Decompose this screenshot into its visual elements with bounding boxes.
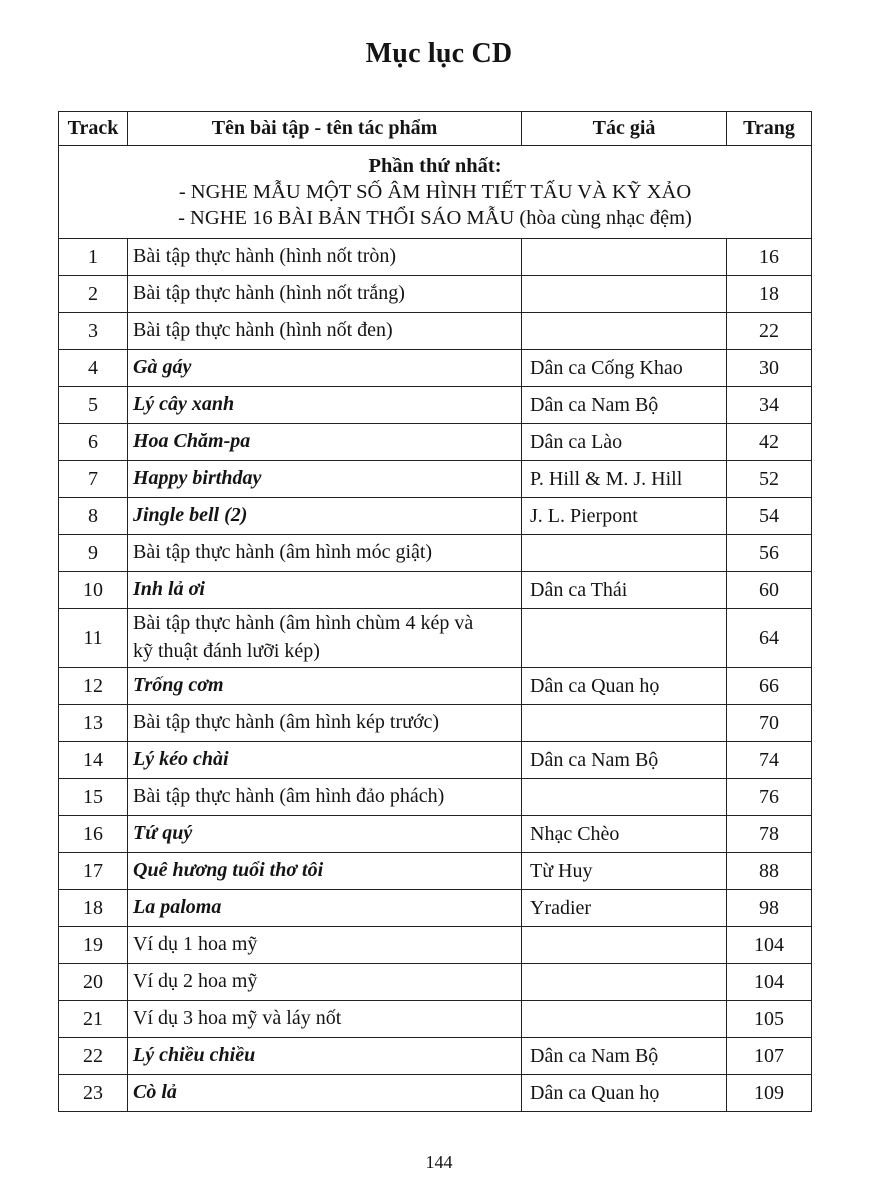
table-row	[59, 1001, 812, 1038]
title-cell	[128, 853, 522, 890]
track-number: 6	[59, 424, 128, 461]
author-cell: Dân ca Cống Khao	[522, 350, 727, 387]
table-row	[59, 535, 812, 572]
page-cell: 109	[727, 1075, 812, 1112]
page-cell: 30	[727, 350, 812, 387]
title-cell	[128, 890, 522, 927]
track-number: 18	[59, 890, 128, 927]
track-number: 17	[59, 853, 128, 890]
track-number: 21	[59, 1001, 128, 1038]
table-row	[59, 424, 812, 461]
table-row	[59, 572, 812, 609]
header-page: Trang	[727, 112, 812, 146]
table-row	[59, 498, 812, 535]
author-cell: Dân ca Thái	[522, 572, 727, 609]
track-number: 4	[59, 350, 128, 387]
page-cell: 76	[727, 779, 812, 816]
track-number: 12	[59, 668, 128, 705]
author-cell: Dân ca Nam Bộ	[522, 742, 727, 779]
track-number: 22	[59, 1038, 128, 1075]
table-row	[59, 964, 812, 1001]
track-title: Cò lả	[133, 1081, 177, 1104]
track-title: Lý cây xanh	[133, 393, 235, 416]
author-cell: Yradier	[522, 890, 727, 927]
track-title: Bài tập thực hành (âm hình kép trước)	[133, 711, 440, 734]
author-cell	[522, 535, 727, 572]
title-cell	[128, 668, 522, 705]
track-title: Bài tập thực hành (hình nốt tròn)	[133, 245, 397, 268]
track-number: 23	[59, 1075, 128, 1112]
track-title-continued: kỹ thuật đánh lưỡi kép)	[133, 640, 320, 662]
title-cell	[128, 742, 522, 779]
header-title: Tên bài tập - tên tác phẩm	[128, 112, 522, 146]
table-row	[59, 276, 812, 313]
page-cell: 78	[727, 816, 812, 853]
track-number: 1	[59, 239, 128, 276]
page-cell: 22	[727, 313, 812, 350]
table-body	[59, 146, 812, 1112]
author-cell	[522, 609, 727, 668]
page-title: Mục lục CD	[365, 38, 513, 69]
track-title: Gà gáy	[133, 356, 192, 379]
table-row	[59, 350, 812, 387]
author-cell: Dân ca Quan họ	[522, 668, 727, 705]
page-cell: 98	[727, 890, 812, 927]
track-number: 16	[59, 816, 128, 853]
author-cell	[522, 276, 727, 313]
header-track: Track	[59, 112, 128, 146]
track-title: Ví dụ 2 hoa mỹ	[133, 970, 258, 993]
table-row	[59, 609, 812, 668]
track-title: Lý chiều chiều	[133, 1044, 256, 1067]
track-title: La paloma	[133, 896, 222, 919]
track-number: 14	[59, 742, 128, 779]
table-row	[59, 313, 812, 350]
table-row	[59, 387, 812, 424]
track-number: 9	[59, 535, 128, 572]
author-cell	[522, 705, 727, 742]
title-cell	[128, 239, 522, 276]
title-cell	[128, 1038, 522, 1075]
section-line-2: - NGHE 16 BÀI BẢN THỔI SÁO MẪU (hòa cùng nhạc đệm)	[178, 207, 692, 230]
title-cell	[128, 387, 522, 424]
author-cell	[522, 964, 727, 1001]
page-cell: 52	[727, 461, 812, 498]
track-number: 11	[59, 609, 128, 668]
page-number: 144	[425, 1152, 453, 1172]
author-cell: Dân ca Nam Bộ	[522, 387, 727, 424]
title-cell	[128, 572, 522, 609]
page-cell: 34	[727, 387, 812, 424]
page-cell: 16	[727, 239, 812, 276]
title-cell	[128, 498, 522, 535]
page-cell: 70	[727, 705, 812, 742]
table-row	[59, 461, 812, 498]
table-row	[59, 927, 812, 964]
page-cell: 64	[727, 609, 812, 668]
track-title: Inh lả ơi	[133, 578, 205, 601]
page-cell: 104	[727, 964, 812, 1001]
track-title: Ví dụ 3 hoa mỹ và láy nốt	[133, 1007, 342, 1030]
author-cell: Từ Huy	[522, 853, 727, 890]
title-cell	[128, 276, 522, 313]
cd-contents-table	[58, 111, 812, 1112]
page-cell: 74	[727, 742, 812, 779]
table-header-row	[59, 112, 812, 146]
table-row	[59, 668, 812, 705]
author-cell	[522, 313, 727, 350]
track-number: 20	[59, 964, 128, 1001]
table-row	[59, 1038, 812, 1075]
table-row	[59, 1075, 812, 1112]
page-cell: 18	[727, 276, 812, 313]
title-cell	[128, 424, 522, 461]
table-row	[59, 705, 812, 742]
section-heading-cell	[59, 146, 812, 239]
table-row	[59, 779, 812, 816]
track-title: Bài tập thực hành (hình nốt trắng)	[133, 282, 405, 305]
author-cell: Dân ca Nam Bộ	[522, 1038, 727, 1075]
table-row	[59, 742, 812, 779]
track-number: 3	[59, 313, 128, 350]
track-number: 7	[59, 461, 128, 498]
track-number: 15	[59, 779, 128, 816]
title-cell	[128, 461, 522, 498]
track-title: Bài tập thực hành (âm hình móc giật)	[133, 541, 433, 564]
track-title: Bài tập thực hành (hình nốt đen)	[133, 319, 393, 342]
track-number: 19	[59, 927, 128, 964]
page-cell: 107	[727, 1038, 812, 1075]
title-cell	[128, 350, 522, 387]
page-cell: 88	[727, 853, 812, 890]
page-cell: 54	[727, 498, 812, 535]
title-cell	[128, 927, 522, 964]
title-cell	[128, 779, 522, 816]
author-cell: P. Hill & M. J. Hill	[522, 461, 727, 498]
track-title: Jingle bell (2)	[133, 504, 248, 527]
section-heading: Phần thứ nhất:	[368, 154, 502, 177]
section-line-1: - NGHE MẪU MỘT SỐ ÂM HÌNH TIẾT TẤU VÀ KỸ XẢO	[178, 180, 692, 203]
page-cell: 42	[727, 424, 812, 461]
table-row	[59, 816, 812, 853]
track-number: 13	[59, 705, 128, 742]
page-cell: 56	[727, 535, 812, 572]
title-cell	[128, 609, 522, 668]
author-cell	[522, 1001, 727, 1038]
track-title: Bài tập thực hành (âm hình đảo phách)	[133, 785, 445, 808]
title-cell	[128, 313, 522, 350]
author-cell: Dân ca Lào	[522, 424, 727, 461]
title-cell	[128, 964, 522, 1001]
track-number: 5	[59, 387, 128, 424]
track-title: Quê hương tuổi thơ tôi	[133, 859, 324, 882]
page-cell: 105	[727, 1001, 812, 1038]
page-cell: 66	[727, 668, 812, 705]
author-cell	[522, 779, 727, 816]
author-cell: Nhạc Chèo	[522, 816, 727, 853]
track-number: 10	[59, 572, 128, 609]
header-author: Tác giả	[522, 112, 727, 146]
author-cell	[522, 927, 727, 964]
track-number: 2	[59, 276, 128, 313]
track-title: Bài tập thực hành (âm hình chùm 4 kép và	[133, 612, 474, 635]
track-title: Hoa Chăm-pa	[133, 430, 251, 453]
track-title: Lý kéo chài	[133, 748, 229, 771]
author-cell	[522, 239, 727, 276]
track-title: Trống cơm	[133, 674, 224, 697]
title-cell	[128, 816, 522, 853]
author-cell: J. L. Pierpont	[522, 498, 727, 535]
title-cell	[128, 1001, 522, 1038]
author-cell: Dân ca Quan họ	[522, 1075, 727, 1112]
table-row	[59, 239, 812, 276]
table-row	[59, 890, 812, 927]
track-title: Tứ quý	[133, 822, 193, 845]
track-number: 8	[59, 498, 128, 535]
page-cell: 104	[727, 927, 812, 964]
title-cell	[128, 1075, 522, 1112]
title-cell	[128, 535, 522, 572]
table-row	[59, 853, 812, 890]
track-title: Ví dụ 1 hoa mỹ	[133, 933, 258, 956]
track-title: Happy birthday	[133, 467, 262, 490]
section-heading-row	[59, 146, 812, 239]
title-cell	[128, 705, 522, 742]
page-cell: 60	[727, 572, 812, 609]
